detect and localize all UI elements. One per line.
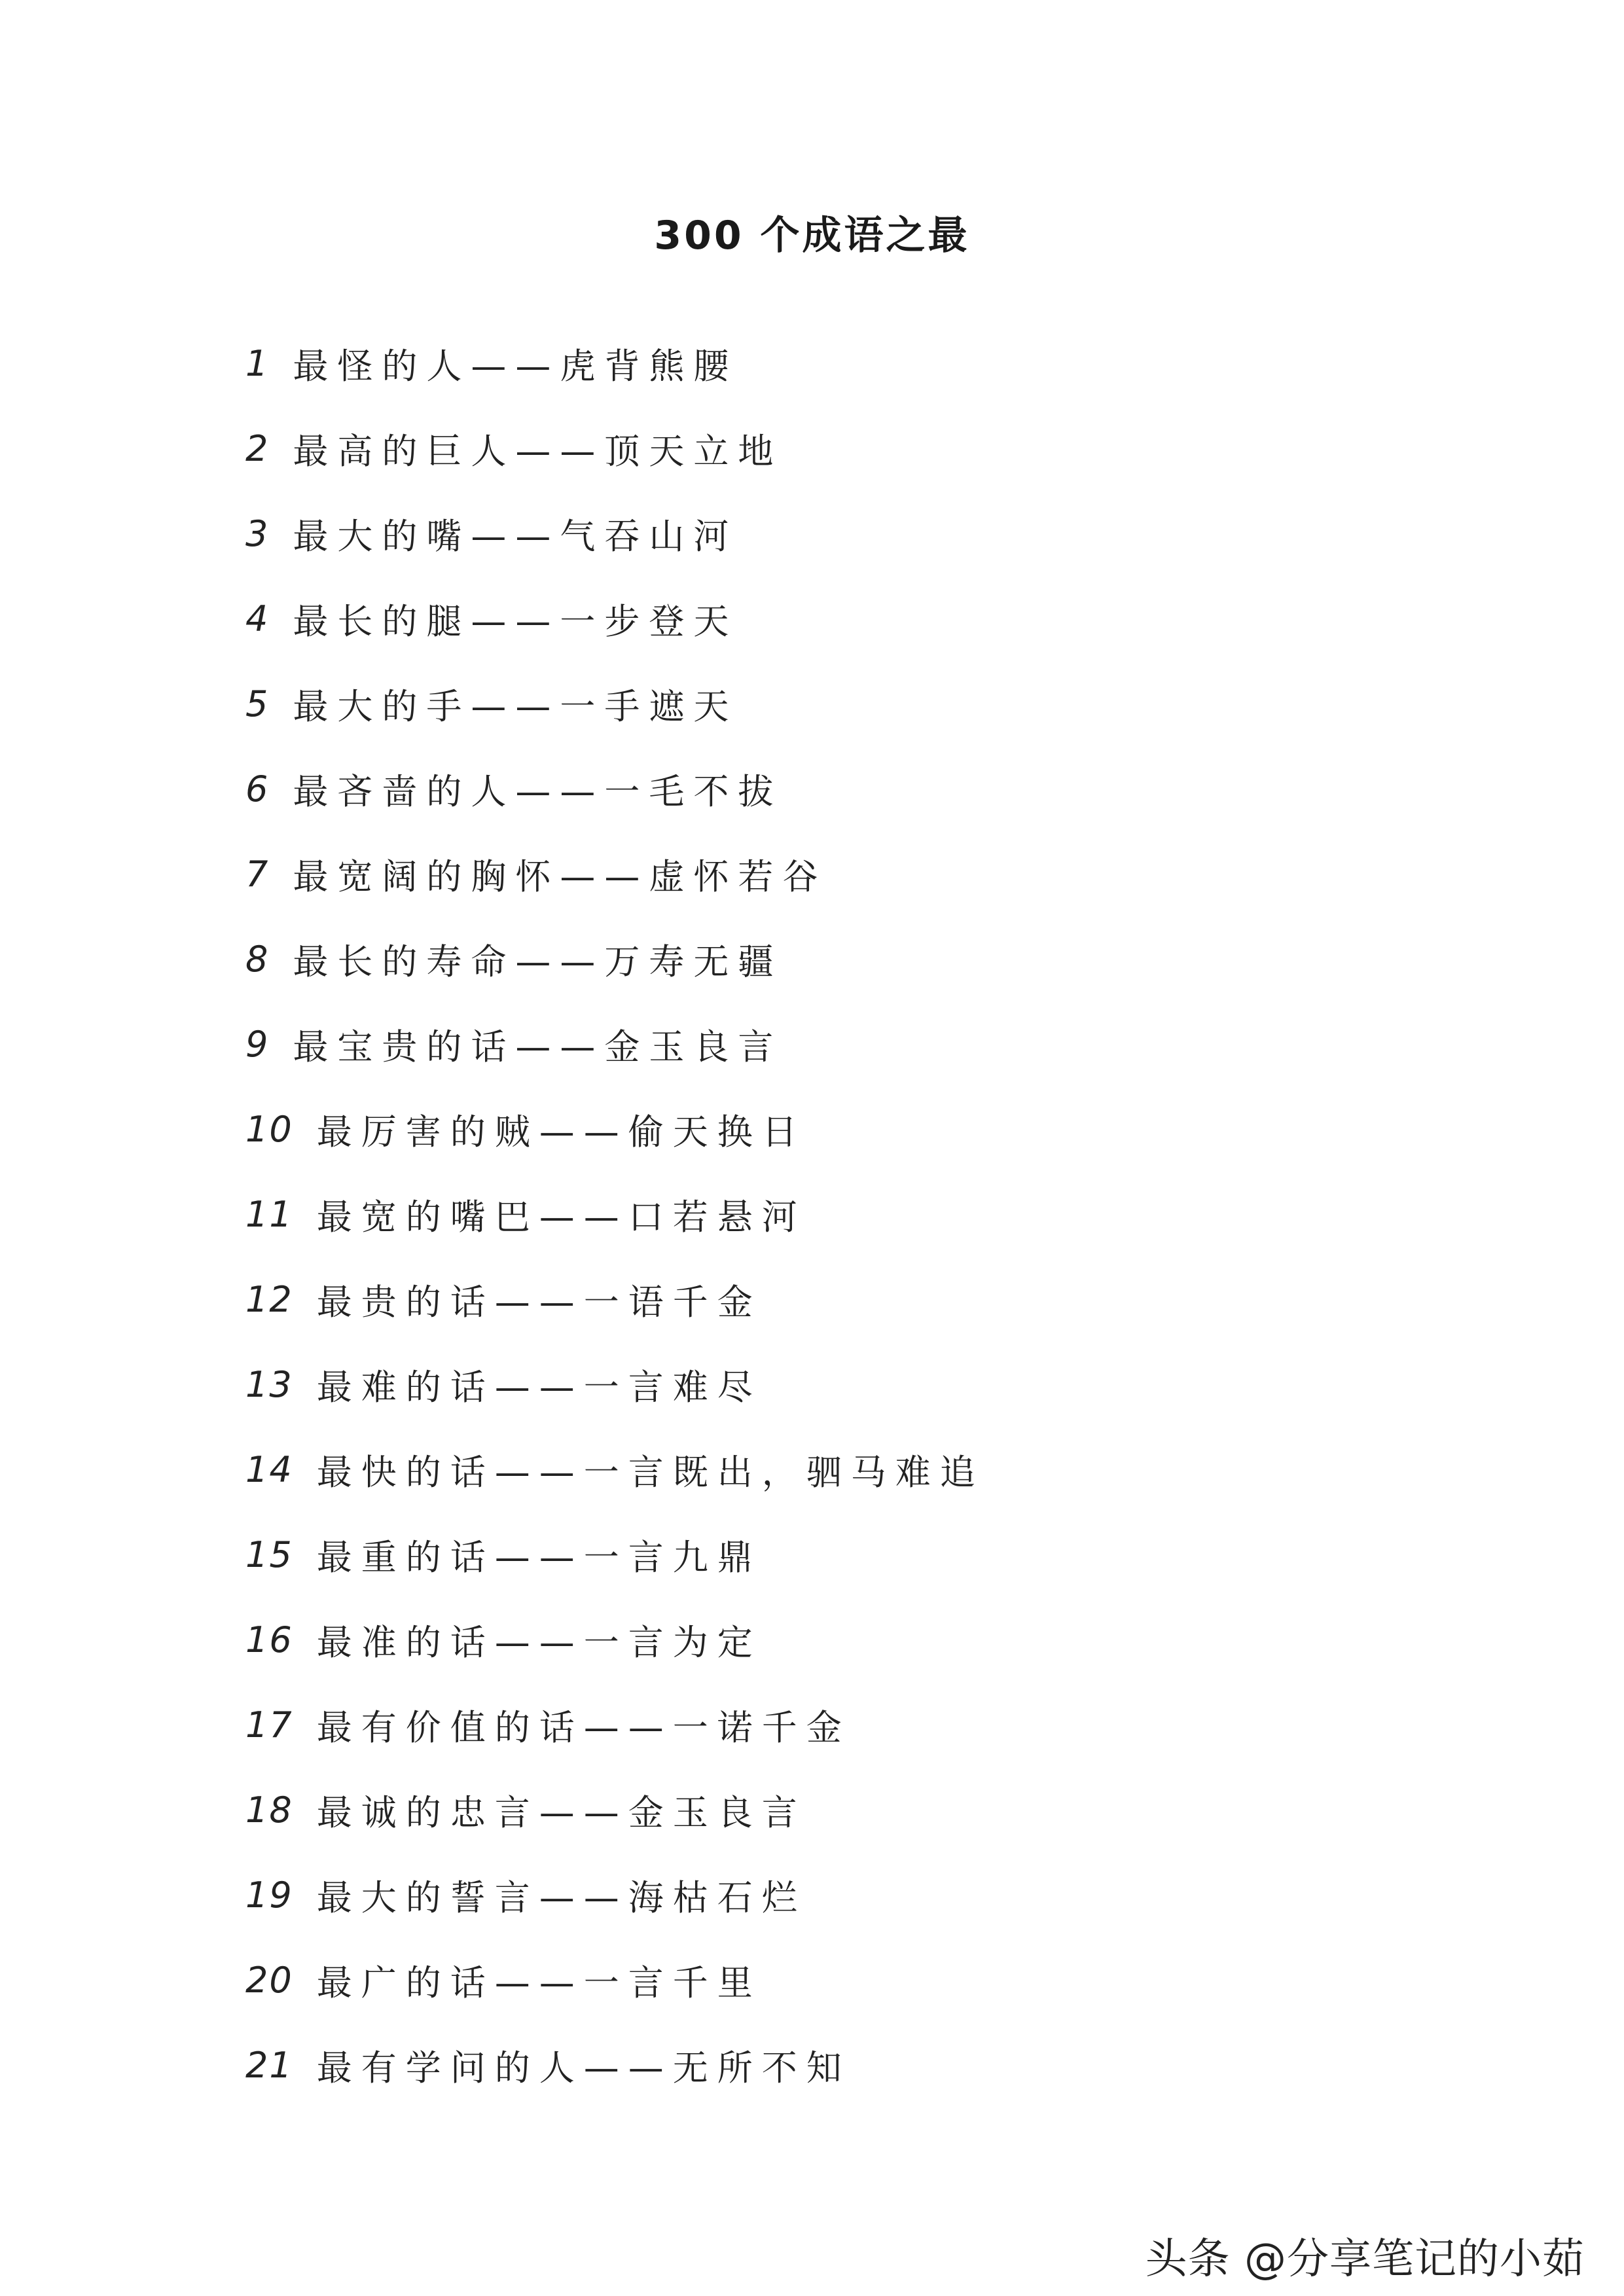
item-text: 最宽的嘴巴——口若悬河 — [316, 1196, 806, 1238]
item-text: 最怪的人——虎背熊腰 — [293, 345, 738, 387]
list-item — [245, 1852, 984, 1937]
item-number: 4 — [245, 598, 270, 639]
list-item — [245, 1342, 984, 1427]
list-item — [245, 1001, 984, 1086]
item-number: 20 — [245, 1959, 293, 2001]
item-text: 最重的话——一言九鼎 — [316, 1536, 762, 1578]
item-number: 16 — [245, 1619, 293, 1660]
list-item — [245, 1086, 984, 1172]
watermark: 头条 @分享笔记的小茹 — [1145, 2235, 1585, 2284]
item-number: 6 — [245, 768, 270, 810]
item-text: 最长的寿命——万寿无疆 — [293, 941, 783, 982]
list-item — [245, 1257, 984, 1342]
list-item — [245, 491, 984, 576]
item-text: 最广的话——一言千里 — [316, 1962, 762, 2003]
list-item — [245, 1937, 984, 2022]
item-number: 21 — [245, 2044, 293, 2086]
item-number: 19 — [245, 1874, 293, 1916]
list-item — [245, 406, 984, 491]
list-item — [245, 916, 984, 1001]
item-text: 最有价值的话——一诺千金 — [316, 1706, 851, 1748]
list-item — [245, 1682, 984, 1767]
item-number: 1 — [245, 342, 270, 384]
list-item — [245, 1172, 984, 1257]
item-number: 8 — [245, 938, 270, 980]
list-item — [245, 661, 984, 746]
item-text: 最快的话——一言既出，驷马难追 — [316, 1451, 984, 1493]
item-number: 2 — [245, 427, 270, 469]
page-title: 300 个成语之最 — [654, 213, 970, 259]
list-item — [245, 1512, 984, 1597]
item-text: 最长的腿——一步登天 — [293, 600, 738, 642]
idiom-list — [245, 321, 984, 2108]
item-text: 最高的巨人——顶天立地 — [293, 430, 783, 472]
item-text: 最贵的话——一语千金 — [316, 1281, 762, 1323]
list-item — [245, 1767, 984, 1852]
item-text: 最宽阔的胸怀——虚怀若谷 — [293, 855, 827, 897]
item-text: 最诚的忠言——金玉良言 — [316, 1791, 806, 1833]
item-number: 3 — [245, 512, 270, 554]
item-number: 9 — [245, 1023, 270, 1065]
item-text: 最准的话——一言为定 — [316, 1621, 762, 1663]
item-number: 10 — [245, 1108, 293, 1150]
list-item — [245, 576, 984, 661]
item-number: 18 — [245, 1789, 293, 1831]
item-number: 11 — [245, 1193, 293, 1235]
item-number: 15 — [245, 1534, 293, 1575]
item-number: 5 — [245, 683, 270, 725]
item-number: 14 — [245, 1448, 293, 1490]
item-number: 7 — [245, 853, 270, 895]
item-number: 13 — [245, 1363, 293, 1405]
item-text: 最吝啬的人——一毛不拔 — [293, 770, 783, 812]
item-text: 最大的嘴——气吞山河 — [293, 515, 738, 557]
list-item — [245, 2022, 984, 2108]
list-item — [245, 1597, 984, 1682]
list-item — [245, 831, 984, 916]
item-text: 最有学问的人——无所不知 — [316, 2047, 851, 2089]
list-item — [245, 746, 984, 831]
item-text: 最宝贵的话——金玉良言 — [293, 1026, 783, 1067]
list-item — [245, 1427, 984, 1512]
item-number: 12 — [245, 1278, 293, 1320]
item-text: 最厉害的贼——偷天换日 — [316, 1111, 806, 1153]
list-item — [245, 321, 984, 406]
item-text: 最大的手——一手遮天 — [293, 685, 738, 727]
item-text: 最大的誓言——海枯石烂 — [316, 1876, 806, 1918]
item-text: 最难的话——一言难尽 — [316, 1366, 762, 1408]
item-number: 17 — [245, 1704, 293, 1746]
